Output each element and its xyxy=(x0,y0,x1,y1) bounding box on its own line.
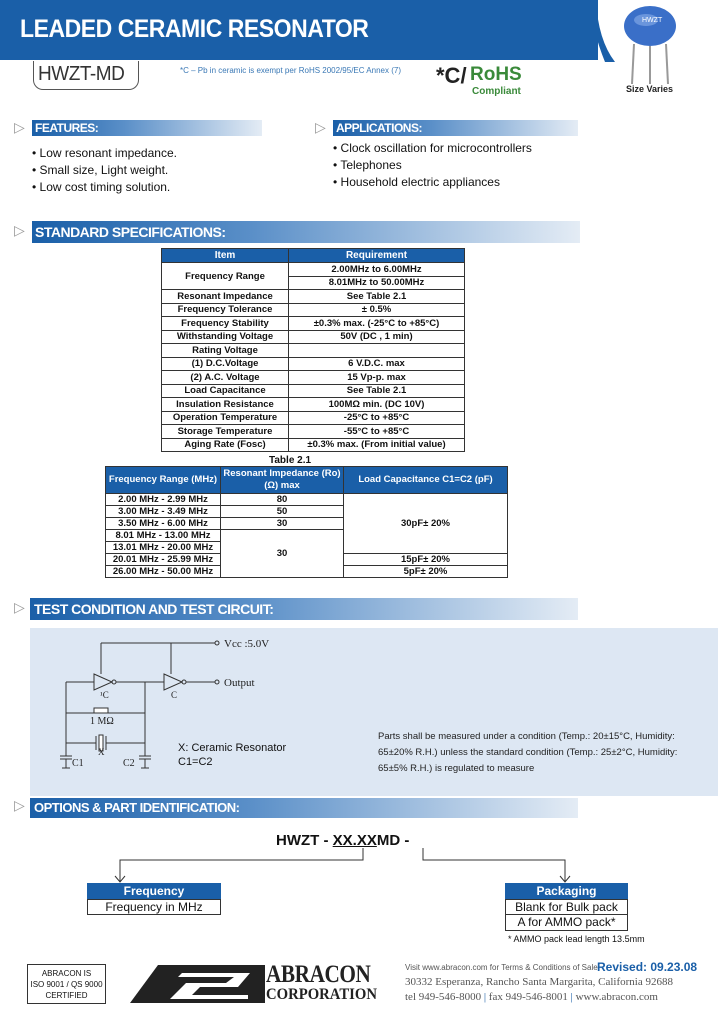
measurement-note xyxy=(378,729,677,777)
spec-col-item: Item xyxy=(162,249,289,263)
options-title: OPTIONS & PART IDENTIFICATION: xyxy=(34,800,240,815)
table-row xyxy=(162,411,465,425)
part-id-connectors xyxy=(110,848,580,884)
table-2-1 xyxy=(105,466,508,578)
spec-req: 6 V.D.C. max xyxy=(289,357,465,371)
cert-line: CERTIFIED xyxy=(45,991,88,1000)
spec-item: Insulation Resistance xyxy=(162,398,289,412)
t21-imp: 80 xyxy=(221,494,344,506)
specs-title: STANDARD SPECIFICATIONS: xyxy=(35,224,226,240)
specs-arrow-icon: ▷ xyxy=(14,222,25,238)
spec-req: ± 0.5% xyxy=(289,303,465,317)
table-row xyxy=(162,438,465,452)
spec-req: See Table 2.1 xyxy=(289,290,465,304)
ic1-label: ¹C xyxy=(100,690,109,700)
note-line: Parts shall be measured under a condition (Temp.: 20±15°C, Humidity: xyxy=(378,731,675,742)
address: 30332 Esperanza, Rancho Santa Margarita, California 92688 xyxy=(405,976,673,988)
spec-req xyxy=(289,344,465,358)
t21-freq: 8.01 MHz - 13.00 MHz xyxy=(106,530,221,542)
spec-item: Frequency Range xyxy=(162,263,289,290)
table-row xyxy=(162,371,465,385)
test-circuit-diagram xyxy=(30,628,330,796)
legend-line: C1=C2 xyxy=(178,756,213,768)
list-item: • Telephones xyxy=(333,158,402,172)
spec-item: Load Capacitance xyxy=(162,384,289,398)
c2-label: C2 xyxy=(123,758,135,769)
t21-freq: 26.00 MHz - 50.00 MHz xyxy=(106,566,221,578)
spec-item: (1) D.C.Voltage xyxy=(162,357,289,371)
packaging-ammo: A for AMMO pack* xyxy=(505,915,628,931)
spec-item: Storage Temperature xyxy=(162,425,289,439)
legend-line: X: Ceramic Resonator xyxy=(178,742,287,754)
spec-req: 2.00MHz to 6.00MHz xyxy=(289,263,465,277)
table-row xyxy=(162,317,465,331)
options-arrow-icon: ▷ xyxy=(14,797,25,813)
t21-imp: 30 xyxy=(221,518,344,530)
packaging-option xyxy=(505,883,628,931)
table-row xyxy=(162,384,465,398)
table-caption: Table 2.1 xyxy=(269,455,312,466)
website-link[interactable]: www.abracon.com xyxy=(575,991,658,1003)
t21-col-impedance: Resonant Impedance (Ro)(Ω) max xyxy=(221,467,344,494)
spec-item: Frequency Tolerance xyxy=(162,303,289,317)
spec-req: ±0.3% max. (-25°C to +85°C) xyxy=(289,317,465,331)
cert-line: ISO 9001 / QS 9000 xyxy=(30,980,103,989)
resistor-label: 1 MΩ xyxy=(90,716,114,727)
table-row xyxy=(162,330,465,344)
frequency-cell: Frequency in MHz xyxy=(87,899,221,915)
certification-box xyxy=(27,964,106,1004)
spec-item: (2) A.C. Voltage xyxy=(162,371,289,385)
cert-line: ABRACON IS xyxy=(41,969,92,978)
t21-cap: 30pF± 20% xyxy=(344,494,508,554)
table-row xyxy=(162,357,465,371)
terms-link[interactable]: Visit www.abracon.com for Terms & Conditions of Sale xyxy=(405,963,598,972)
output-label: Output xyxy=(224,677,255,689)
packaging-bulk: Blank for Bulk pack xyxy=(505,899,628,915)
features-arrow-icon: ▷ xyxy=(14,119,25,135)
spec-item: Frequency Stability xyxy=(162,317,289,331)
applications-arrow-icon: ▷ xyxy=(315,119,326,135)
test-arrow-icon: ▷ xyxy=(14,599,25,615)
packaging-header: Packaging xyxy=(505,883,628,899)
table-row xyxy=(106,494,508,506)
list-item: • Small size, Light weight. xyxy=(32,163,169,177)
test-title: TEST CONDITION AND TEST CIRCUIT: xyxy=(34,601,274,617)
page-title: LEADED CERAMIC RESONATOR xyxy=(20,15,369,43)
footer-contacts: tel 949-546-8000 | fax 949-546-8001 | www.abracon.com xyxy=(405,991,658,1003)
list-item: • Low cost timing solution. xyxy=(32,180,171,194)
t21-cap: 15pF± 20% xyxy=(344,554,508,566)
spec-table xyxy=(161,248,465,452)
spec-item: Rating Voltage xyxy=(162,344,289,358)
spec-req: ±0.3% max. (From initial value) xyxy=(289,438,465,452)
spec-item: Resonant Impedance xyxy=(162,290,289,304)
part-frequency-code: XX.XX xyxy=(332,832,377,849)
spec-item: Withstanding Voltage xyxy=(162,330,289,344)
list-item: • Clock oscillation for microcontrollers xyxy=(333,141,532,155)
ammo-note: * AMMO pack lead length 13.5mm xyxy=(508,934,645,944)
spec-req: -55°C to +85°C xyxy=(289,425,465,439)
spec-req: 8.01MHz to 50.00MHz xyxy=(289,276,465,290)
t21-col-capacitance: Load Capacitance C1=C2 (pF) xyxy=(344,467,508,494)
note-line: 65±20% R.H.) unless the standard condition (Temp.: 25±2°C, Humidity: xyxy=(378,747,678,758)
note-line: 65±5% R.H.) is regulated to measure xyxy=(378,763,535,774)
spec-item: Aging Rate (Fosc) xyxy=(162,438,289,452)
list-item: • Household electric appliances xyxy=(333,175,500,189)
t21-imp: 50 xyxy=(221,506,344,518)
crystal-label: X xyxy=(98,747,105,757)
spec-item: Operation Temperature xyxy=(162,411,289,425)
rohs-star: *C/ xyxy=(436,63,467,88)
part-prefix: HWZT - xyxy=(276,832,333,849)
features-list xyxy=(32,145,177,196)
spec-req: 100MΩ min. (DC 10V) xyxy=(289,398,465,412)
t21-freq: 3.00 MHz - 3.49 MHz xyxy=(106,506,221,518)
ic2-label: C xyxy=(171,690,178,700)
table-row xyxy=(162,303,465,317)
part-suffix: MD - xyxy=(376,832,410,849)
frequency-option xyxy=(87,883,221,915)
size-varies-label: Size Varies xyxy=(626,84,674,94)
part-number-format xyxy=(276,832,409,849)
applications-title: APPLICATIONS: xyxy=(336,121,422,135)
spec-req: 50V (DC , 1 min) xyxy=(289,330,465,344)
logo-abracon: ABRACON xyxy=(266,961,371,988)
spec-req: See Table 2.1 xyxy=(289,384,465,398)
rohs-compliant-label: Compliant xyxy=(472,86,521,97)
list-item: • Low resonant impedance. xyxy=(32,146,177,160)
resonator-component-image xyxy=(612,4,692,84)
table-row xyxy=(162,425,465,439)
t21-freq: 20.01 MHz - 25.99 MHz xyxy=(106,554,221,566)
t21-freq: 3.50 MHz - 6.00 MHz xyxy=(106,518,221,530)
frequency-header: Frequency xyxy=(87,883,221,899)
revised-date: Revised: 09.23.08 xyxy=(597,960,698,974)
t21-freq: 2.00 MHz - 2.99 MHz xyxy=(106,494,221,506)
t21-freq: 13.01 MHz - 20.00 MHz xyxy=(106,542,221,554)
part-name: HWZT-MD xyxy=(38,63,125,85)
rohs-exemption-note: *C – Pb in ceramic is exempt per RoHS 2002/95/EC Annex (7) xyxy=(180,66,401,75)
table-row xyxy=(162,263,465,277)
c1-label: C1 xyxy=(72,758,84,769)
spec-req: 15 Vp-p. max xyxy=(289,371,465,385)
circuit-legend xyxy=(178,741,286,769)
logo-corporation: CORPORATION xyxy=(266,986,377,1003)
table-row xyxy=(162,344,465,358)
tel: tel 949-546-8000 xyxy=(405,991,482,1003)
component-label: HWZT xyxy=(642,17,663,24)
t21-col-frequency: Frequency Range (MHz) xyxy=(106,467,221,494)
spec-col-requirement: Requirement xyxy=(289,249,465,263)
spec-req: -25°C to +85°C xyxy=(289,411,465,425)
features-title: FEATURES: xyxy=(35,121,99,135)
fax: fax 949-546-8001 xyxy=(488,991,568,1003)
abracon-logo-icon xyxy=(130,963,265,1005)
rohs-logo: RoHS xyxy=(470,64,522,85)
t21-imp: 30 xyxy=(221,530,344,578)
t21-cap: 5pF± 20% xyxy=(344,566,508,578)
applications-list xyxy=(333,140,532,191)
table-row xyxy=(162,398,465,412)
vcc-label: Vcc :5.0V xyxy=(224,638,270,650)
table-row xyxy=(162,290,465,304)
